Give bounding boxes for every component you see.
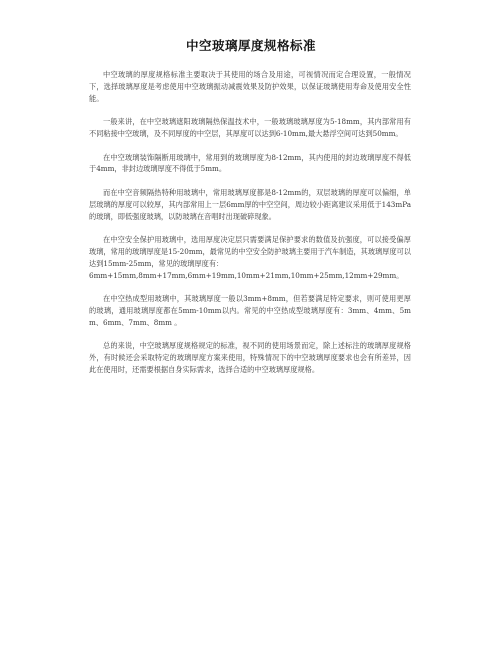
document-title: 中空玻璃厚度规格标准: [185, 38, 316, 53]
paragraph-safety: 在中空安全保护用玻璃中，选用厚度决定层只需要满足保护要求的数值及抗强度，可以接受偏厚玻璃，常用的玻璃厚度是15-20mm，最常见的中空安全防护玻璃主要用于汽车制造，其玻璃厚度可以达到15mm-25mm，常见的玻璃厚度有：: [89, 235, 411, 268]
paragraph-acoustic: 而在中空音频隔热特种用玻璃中，常用玻璃厚度都是8-12mm的，双层玻璃的厚度可以偏细，单层玻璃的厚度可以较厚，其内部常用上一层6mm厚的中空空间，周边较小距离建议采用低于143mPa的玻璃，即低强度玻璃，以防玻璃在音唱时出现破碎现象。: [89, 187, 411, 221]
paragraph-intro: 中空玻璃的厚度规格标准主要取决于其使用的场合及用途，可视情况而定合理设置，一般情况下，选择玻璃厚度是考虑使用中空玻璃振动减震效果及防护效果，以保证玻璃使用寿命及使用安全性能。: [89, 70, 411, 103]
paragraph-summary: 总的来说，中空玻璃厚度规格规定的标准，视不同的使用场景而定，除上述标注的玻璃厚度规格外，有时候还会采取特定的玻璃厚度方案来使用，特殊情况下的中空玻璃厚度要求也会有所差异，因此在使用时，还需要根据自身实际需求，选择合适的中空玻璃厚度规格。: [89, 341, 411, 374]
paragraph-partition: 在中空玻璃装饰隔断用玻璃中，常用到的玻璃厚度为8-12mm，其内使用的封边玻璃厚度不得低于4mm，非封边玻璃厚度不得低于5mm。: [89, 152, 411, 174]
document-body: [89, 69, 411, 388]
thickness-list-line: 6mm+15mm,8mm+17mm,6mm+19mm,10mm+21mm,10mm+25mm,12mm+29mm。: [89, 270, 404, 280]
paragraph-insulation: 一般来讲，在中空玻璃遮阳玻璃隔热保温技术中，一般玻璃玻璃厚度为5-18mm，其内部常用有不同粘接中空玻璃，及不同厚度的中空层，其厚度可以达到6-10mm,最大悬浮空间可达到50mm。: [89, 117, 411, 138]
paragraph-thermoforming: 在中空热成型用玻璃中，其玻璃厚度一般以3mm+8mm，但若要满足特定要求，则可使用更厚的玻璃，通用玻璃厚度都在5mm-10mm以内。常见的中空热成型玻璃厚度有：3mm、4mm、5mm、6mm、7mm、8mm 。: [89, 294, 411, 327]
